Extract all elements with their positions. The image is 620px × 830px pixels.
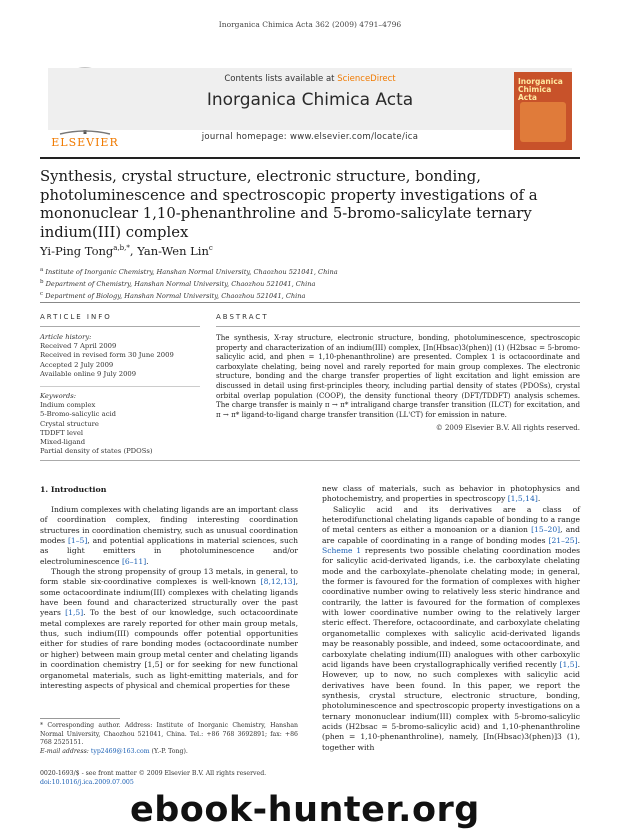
doi-link[interactable]: doi:10.1016/j.ica.2009.07.005 [40,778,134,786]
journal-name: Inorganica Chimica Acta [206,90,414,110]
footnote-rule [40,718,120,719]
affiliation-item: $^b$ Department of Chemistry, Hanshan Normal University, Chaozhou 521041, China [40,278,316,289]
contents-line [48,74,572,84]
sciencedirect-link[interactable]: ScienceDirect [337,74,396,84]
history-label: Article history: [40,333,92,341]
abstract-rule [216,326,580,327]
journal-homepage[interactable]: journal homepage: www.elsevier.com/locate/ica [201,132,419,142]
elsevier-wordmark: ELSEVIER [51,136,119,149]
history-item: Received in revised form 30 June 2009 [40,351,174,360]
author-2-affil: c [208,244,213,253]
journal-cover [514,72,572,150]
title-rule [40,302,580,303]
keyword-item: 5-Bromo-salicylic acid [40,410,117,419]
watermark: ebook-hunter.org [130,790,480,830]
paragraph: Salicylic acid and its derivatives are a class of heterodifunctional chelating ligands capable of bonding to a range of metal centers as either a monoanion or a dianion [15–20], and are capable of coordinating in a range of bonding modes [21–25]. Scheme 1 represents two possible chelating coordination modes for salicylic acid-derivated ligands, i.e. the carboxylate chelating mode and the carboxylate–phenolate chelating mode; in general, the former is favoured for the formation of complexes with higher coordinative number owing to relatively less steric hindrance and contrarily, the latter is favoured for the formation of complexes with lower coordinative number owing to the relatively larger steric effect. Therefore, octacoordinate, and carboxylate chelating organometallic complexes with salicylic acid-derivated ligands may be reasonably possible, and indeed, some octacoordinate, and carboxylate chelating indium(III) analogues with other carboxylic acid ligands have been crystallographically verified recently [1,5]. However, up to now, no such complexes with salicylic acid derivatives have been found. In this paper, we report the synthesis, crystal structure, electronic structure, bonding, photoluminescence and spectroscopic property investigations on a ternary mononuclear indium(III) complex with 5-bromo-salicylic acids (H2bsac = 5-bromo-salicylic acid) and 1,10-phenanthroline (phen = 1,10-phenanthroline), namely, [In(Hbsac)3(phen)]3 (1), together with [322,504,580,752]
affiliation-item: $^c$ Department of Biology, Hanshan Normal University, Chaozhou 521041, China [40,290,306,301]
citation-link[interactable]: [1–5] [67,536,88,546]
cover-art [520,102,566,142]
keyword-item: TDDFT level [40,428,84,437]
article-title: Synthesis, crystal structure, electronic structure, bonding, photoluminescence and spectroscopic property investigations of a mononuclear 1,10-phenanthroline and 5-bromo-salicylate ternary indium(III) complex [40,168,538,241]
history-item: Received 7 April 2009 [40,342,117,351]
author-1[interactable]: Yi-Ping Tong [40,244,114,258]
keyword-item: Mixed-ligand [40,438,86,447]
keyword-item: Partial density of states (PDOSs) [40,447,153,456]
paragraph: Indium complexes with chelating ligands are an important class of coordination complex, finding interesting coordination structures in coordination chemistry, such as unusual coordination modes [1–5], and potential applications in material sciences, such as light emitters in photoluminescence and/or electroluminescence [6–11]. [40,505,298,566]
body-column-right [322,484,580,753]
keywords-rule [40,386,200,387]
citation-link[interactable]: [1,5] [559,659,578,669]
affiliation-item: $^a$ Institute of Inorganic Chemistry, Hanshan Normal University, Chaozhou 521041, China [40,267,338,277]
citation-link[interactable]: [21–25] [548,535,578,545]
history-item: Accepted 2 July 2009 [40,360,114,369]
issn-line: 0020-1693/$ - see front matter © 2009 Elsevier B.V. All rights reserved. [40,770,267,777]
email-label: E-mail address: [40,747,91,755]
author-line [40,244,213,258]
citation-link[interactable]: [6–11] [121,556,147,566]
corresponding-mark[interactable]: * [126,244,130,253]
citation-link[interactable]: [15–20] [531,525,561,535]
article-info-rule [40,326,200,327]
section-heading: 1. Introduction [40,485,107,494]
keyword-item: Indium complex [40,401,96,410]
journal-banner [48,68,572,142]
front-matter [40,770,340,787]
scheme-link[interactable]: Scheme 1 [322,546,362,556]
footnote-email-line [40,748,298,757]
footnote-text: * Corresponding author. Address: Institute of Inorganic Chemistry, Hanshan Normal University, Chaozhou 521041, China. Tel.: +86 768 3692891; fax: +86 768 2525151. [40,722,298,747]
running-header: Inorganica Chimica Acta 362 (2009) 4791–4796 [218,20,402,29]
footnote [40,722,298,756]
paragraph: Though the strong propensity of group 13 metals, in general, to form stable six-coordinative complexes is well-known [8,12,13], some octacoordinate indium(III) complexes with chelating ligands have been found and characterized structurally over the past years [1,5]. To the best of our knowledge, such octacoordinate metal complexes are rarely reported for other main group metals, thus, such indium(III) compounds offer potential opportunities either for studies of rare bonding modes (octacoordinate number or higher) between main group metal center and chelating ligands in coordination chemistry [1,5] or for seeking for new functional organometal materials, such as light-emitting materials, and for interesting aspects of physical and chemical properties for these [40,567,299,690]
citation-link[interactable]: [1,5,14] [507,494,538,504]
contents-prefix: Contents lists available at [224,74,338,84]
abstract-text: The synthesis, X-ray structure, electronic structure, bonding, photoluminescence, spectroscopic property and characterization of an indium(III) complex, [In(Hbsac)3(phen)] (1) (H2bsac = 5-bromo-salicylic acid, and phen = 1,10-phenanthroline) are presented. Complex 1 is octacoordinate and carboxylate chelating, being novel and rarely reported for main group complexes. The electronic structure, bonding and the charge transfer properties of light excitation and light emission are discussed in detail using first-principles theory, including partial density of states (PDOSs), crystal orbital overlap population (COOP), the density functional theory (DFT/TDDFT) analysis schemes. The charge transfer is mainly π → π* intraligand charge transfer transition (ILCT) for excitation, and π → π* ligand-to-ligand charge transfer transition (LL'CT) for emission in nature. [216,333,580,419]
article-history [40,333,205,379]
history-item: Available online 9 July 2009 [40,369,137,378]
body-column-left [40,505,298,691]
abstract-end-rule [40,460,580,461]
abstract-copyright: © 2009 Elsevier B.V. All rights reserved. [435,424,580,432]
cover-title: Inorganica Chimica Acta [518,77,563,102]
keyword-item: Crystal structure [40,419,99,428]
paragraph: new class of materials, such as behavior in photophysics and photochemistry, and properties in spectroscopy [1,5,14]. [322,484,580,504]
article-info-heading: ARTICLE INFO [40,313,112,321]
email-link[interactable]: typ2469@163.com [90,747,150,755]
abstract-heading: ABSTRACT [216,313,269,321]
citation-link[interactable]: [1,5] [65,608,84,618]
author-separator: , [129,244,138,258]
author-1-affil: a,b, [113,244,127,253]
citation-link[interactable]: [8,12,13] [260,577,296,587]
author-2[interactable]: Yan-Wen Lin [137,244,209,258]
email-suffix: (Y.-P. Tong). [149,747,188,755]
keywords [40,392,205,456]
keywords-label: Keywords: [40,392,77,400]
header-rule [40,157,580,159]
affiliations [40,266,338,302]
